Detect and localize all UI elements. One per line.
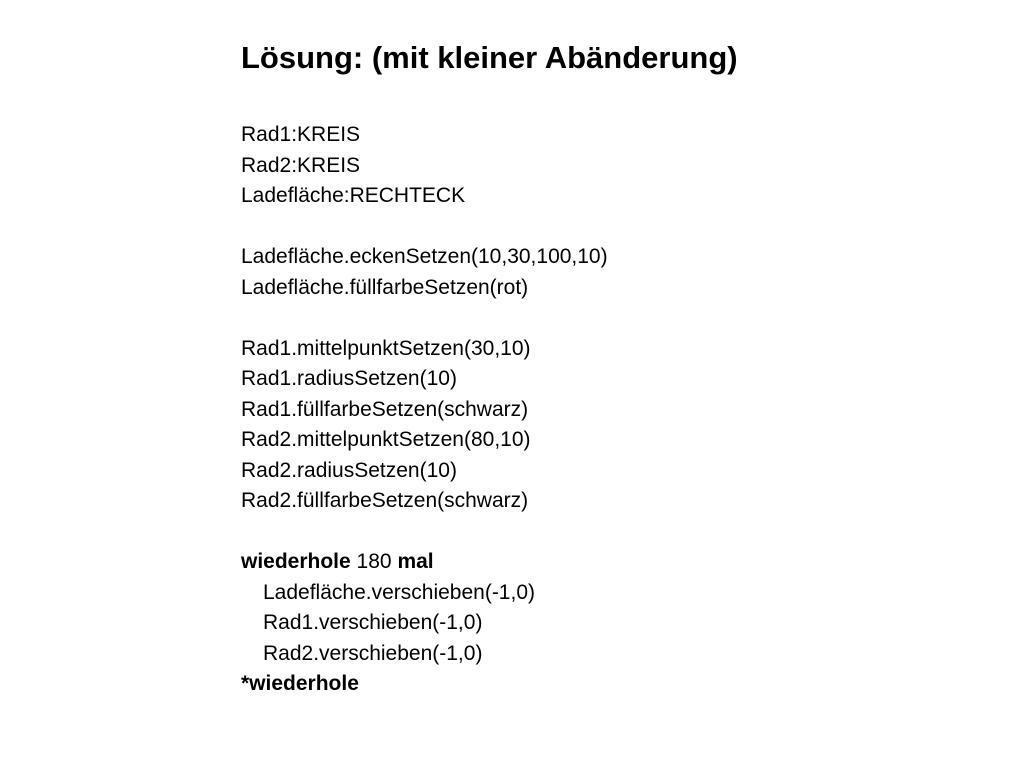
- rad-call-line: Rad2.füllfarbeSetzen(schwarz): [241, 489, 529, 512]
- declaration-line: Rad2:KREIS: [241, 153, 361, 177]
- declaration-line: Ladefläche:RECHTECK: [241, 184, 466, 207]
- code-listing: [241, 120, 608, 700]
- loop-keyword-mal: mal: [397, 550, 434, 573]
- ladeflaeche-call-line: Ladefläche.eckenSetzen(10,30,100,10): [241, 245, 608, 268]
- rad-call-line: Rad2.mittelpunktSetzen(80,10): [241, 428, 531, 451]
- loop-keyword-start: wiederhole: [241, 550, 351, 573]
- blank-line: [241, 212, 608, 243]
- slide-title: Lösung: (mit kleiner Abänderung): [241, 40, 738, 75]
- loop-body-line: Rad2.verschieben(-1,0): [263, 641, 483, 665]
- loop-count: 180: [356, 550, 392, 573]
- blank-line: [241, 303, 608, 334]
- rad-call-line: Rad1.mittelpunktSetzen(30,10): [241, 336, 531, 360]
- rad-call-line: Rad1.radiusSetzen(10): [241, 367, 457, 390]
- loop-body-line: Rad1.verschieben(-1,0): [263, 611, 483, 634]
- blank-line: [241, 517, 608, 548]
- loop-end-line: *wiederhole: [241, 672, 359, 695]
- rad-call-line: Rad2.radiusSetzen(10): [241, 458, 457, 482]
- ladeflaeche-call-line: Ladefläche.füllfarbeSetzen(rot): [241, 275, 529, 299]
- rad-call-line: Rad1.füllfarbeSetzen(schwarz): [241, 397, 529, 421]
- loop-body-line: Ladefläche.verschieben(-1,0): [263, 580, 535, 604]
- loop-header-line: [241, 547, 608, 578]
- declaration-line: Rad1:KREIS: [241, 123, 361, 146]
